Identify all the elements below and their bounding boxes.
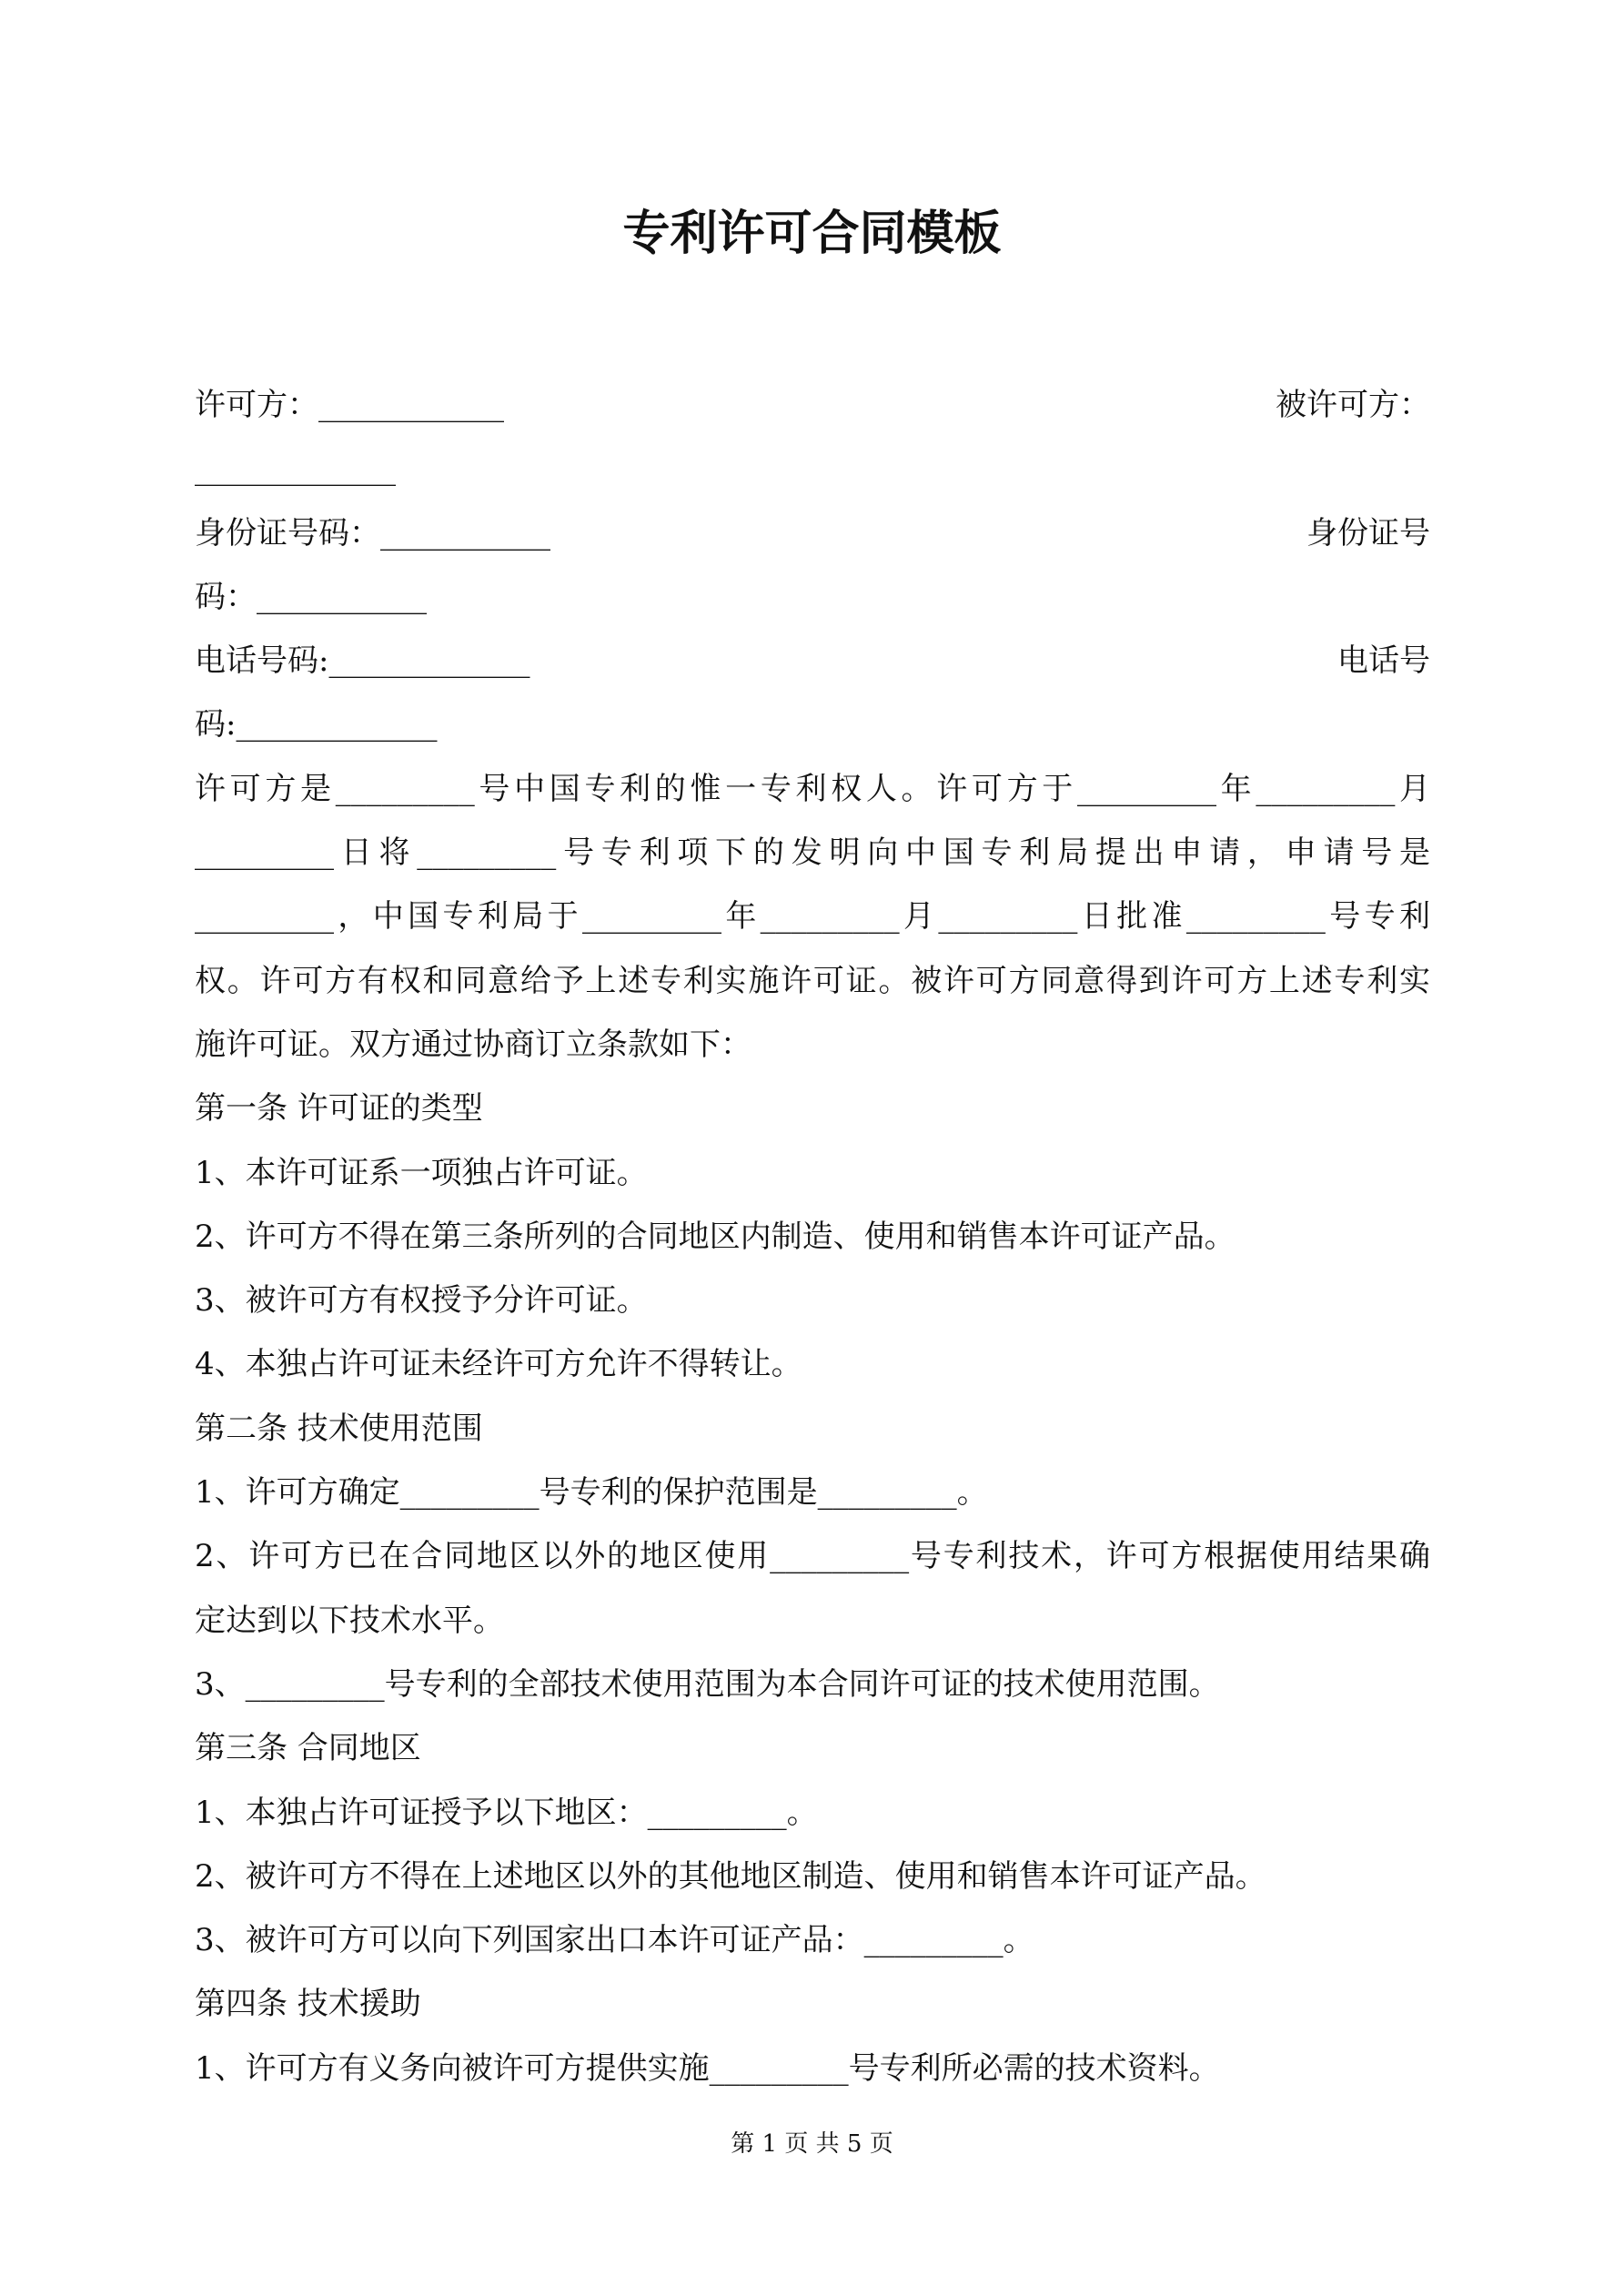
licensee-id-label: 身份证号 — [1306, 514, 1430, 551]
licensor-phone-field: 电话号码:_____________ — [195, 642, 530, 680]
licensee-phone-field: 码:_____________ — [195, 706, 438, 743]
licensee-phone-label: 电话号 — [1337, 642, 1430, 680]
article-heading: 第二条 技术使用范围 — [195, 1410, 483, 1447]
paragraph-line: _________日将_________号专利项下的发明向中国专利局提出申请，申请号是 — [195, 834, 1430, 872]
licensee-label: 被许可方： — [1276, 387, 1430, 423]
paragraph-line: 施许可证。双方通过协商订立条款如下： — [195, 1026, 751, 1063]
licensee-id-field: 码：___________ — [195, 578, 427, 615]
clause-item: 2、被许可方不得在上述地区以外的其他地区制造、使用和销售本许可证产品。 — [195, 1857, 1266, 1895]
clause-item: 1、许可方确定_________号专利的保护范围是_________。 — [195, 1474, 988, 1512]
clause-item: 2、许可方已在合同地区以外的地区使用_________号专利技术，许可方根据使用结果确 — [195, 1538, 1430, 1575]
clause-item: 1、本独占许可证授予以下地区：_________。 — [195, 1794, 818, 1831]
paragraph-line: 许可方是_________号中国专利的惟一专利权人。许可方于_________年_________月 — [195, 770, 1430, 807]
licensor-field: 许可方：____________ — [195, 387, 504, 423]
paragraph-line: _________，中国专利局于_________年_________月_________日批准_________号专利 — [195, 898, 1430, 936]
licensee-field: _____________ — [195, 450, 396, 488]
article-heading: 第四条 技术援助 — [195, 1986, 421, 2023]
contract-body — [195, 373, 1430, 2100]
article-heading: 第一条 许可证的类型 — [195, 1090, 483, 1128]
document-title: 专利许可合同模板 — [622, 206, 1002, 261]
licensor-line — [195, 373, 1430, 437]
licensor-id-field: 身份证号码：___________ — [195, 514, 550, 551]
clause-item: 3、_________号专利的全部技术使用范围为本合同许可证的技术使用范围。 — [195, 1665, 1220, 1703]
clause-item: 1、本许可证系一项独占许可证。 — [195, 1154, 648, 1191]
clause-item: 1、许可方有义务向被许可方提供实施_________号专利所必需的技术资料。 — [195, 2049, 1220, 2087]
article-heading: 第三条 合同地区 — [195, 1730, 421, 1767]
clause-item-continued: 定达到以下技术水平。 — [195, 1602, 504, 1639]
clause-item: 4、本独占许可证未经许可方允许不得转让。 — [195, 1346, 802, 1383]
clause-item: 3、被许可方可以向下列国家出口本许可证产品：_________。 — [195, 1922, 1034, 1959]
paragraph-line: 权。许可方有权和同意给予上述专利实施许可证。被许可方同意得到许可方上述专利实 — [195, 962, 1430, 999]
phone-line — [195, 629, 1430, 693]
page-footer: 第 1 页 共 5 页 — [731, 2130, 893, 2158]
clause-item: 2、许可方不得在第三条所列的合同地区内制造、使用和销售本许可证产品。 — [195, 1218, 1236, 1255]
id-line — [195, 501, 1430, 565]
clause-item: 3、被许可方有权授予分许可证。 — [195, 1282, 648, 1320]
